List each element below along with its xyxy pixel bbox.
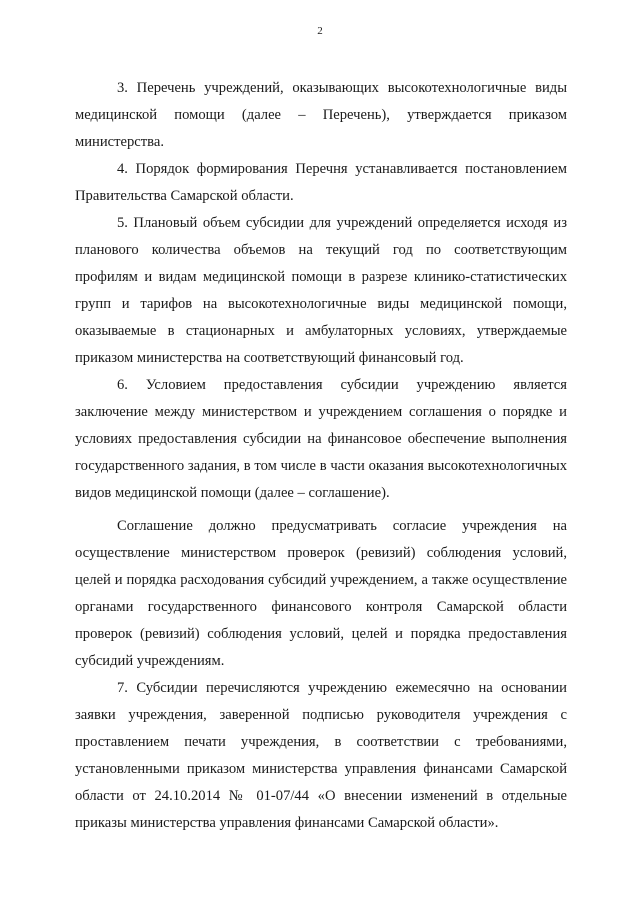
paragraph-item-5: 5. Плановый объем субсидии для учреждений определяется исходя из планового количества объемов на текущий год по соответствующим профилям и видам медицинской помощи в разрезе клинико-статистических групп и тарифов на высокотехнологичные виды медицинской помощи, оказываемые в стационарных и амбулаторных условиях, утверждаемые приказом министерства на соответствующий финансовый год.	[75, 215, 567, 366]
paragraph-agreement: Соглашение должно предусматривать согласие учреждения на осуществление министерством проверок (ревизий) соблюдения условий, целей и порядка расходования субсидий учреждением, а также осуществление органами государственного финансового контроля Самарской области проверок (ревизий) соблюдения условий, целей и порядка предоставления субсидий учреждениям.	[75, 518, 567, 669]
paragraph-item-4: 4. Порядок формирования Перечня устанавливается постановлением Правительства Самарской области.	[75, 161, 567, 204]
paragraph-item-6: 6. Условием предоставления субсидии учреждению является заключение между министерством и учреждением соглашения о порядке и условиях предоставления субсидии на финансовое обеспечение выполнения государственного задания, в том числе в части оказания высокотехнологичных видов медицинской помощи (далее – соглашение).	[75, 377, 567, 501]
page-number: 2	[317, 25, 323, 37]
paragraph-item-7: 7. Субсидии перечисляются учреждению ежемесячно на основании заявки учреждения, заверенной подписью руководителя учреждения с проставлением печати учреждения, в соответствии с требованиями, установленными приказом министерства управления финансами Самарской области от 24.10.2014 № 01-07/44 «О внесении изменений в отдельные приказы министерства управления финансами Самарской области».	[75, 680, 567, 831]
document-body	[75, 75, 567, 837]
paragraph-item-3: 3. Перечень учреждений, оказывающих высокотехнологичные виды медицинской помощи (далее – Перечень), утверждается приказом министерства.	[75, 80, 567, 150]
